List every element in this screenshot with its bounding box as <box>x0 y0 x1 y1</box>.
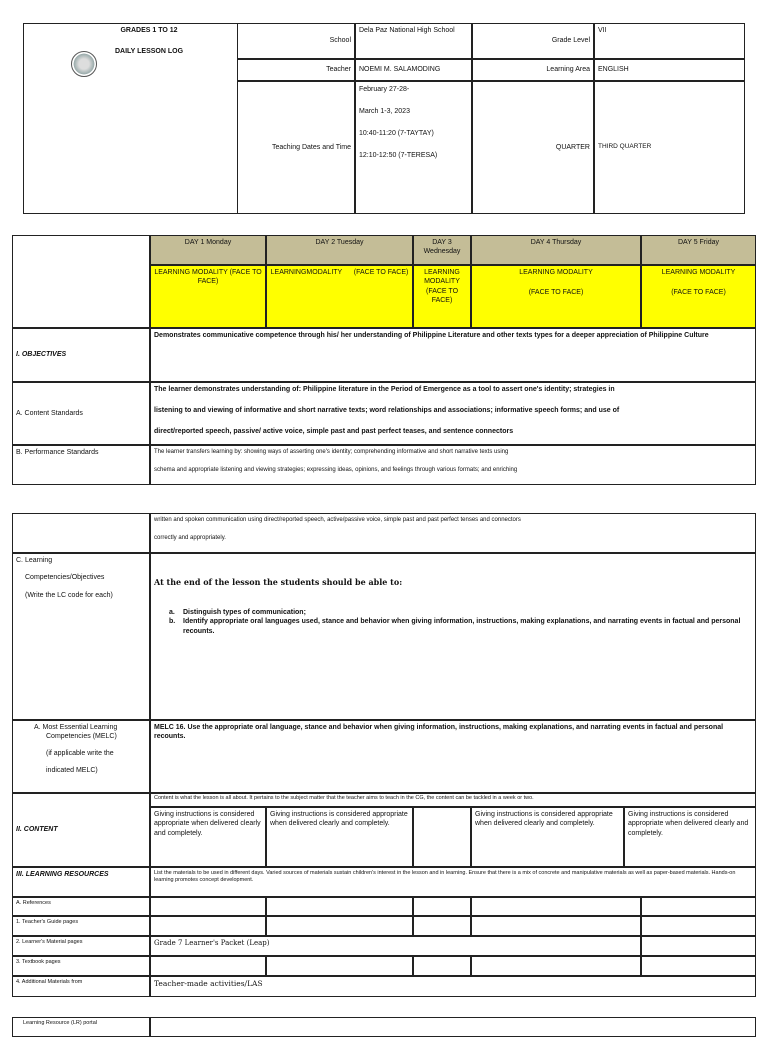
objectives-text: Demonstrates communicative competence through his/ her understanding of Philippine Literature and other texts types for a deeper appreciation of Philippine Culture <box>150 328 756 382</box>
day3-modality: LEARNING MODALITY (FACE TO FACE) <box>413 265 471 328</box>
grade-level-label: Grade Level <box>472 23 594 59</box>
dates-line1: February 27-28- <box>359 86 410 93</box>
content-day4: Giving instructions is considered appropriate when delivered clearly and completely. <box>471 807 624 867</box>
lc-intro: At the end of the lesson the students should be able to: <box>154 577 403 587</box>
lc-item-b-text: Identify appropriate oral languages used, stance and behavior when giving information, instructions, making explanations, and narrating events in factual and personal recounts. <box>183 618 741 635</box>
days-blank-cell <box>12 235 150 328</box>
teaching-dates-value <box>355 81 472 214</box>
learning-competencies-text <box>150 553 756 720</box>
dates-line2: March 1-3, 2023 <box>359 108 410 115</box>
textbook-day4 <box>471 956 641 976</box>
header-logo-cell <box>23 23 237 214</box>
day3-header: DAY 3 Wednesday <box>413 235 471 265</box>
melc-label-line1: A. Most Essential Learning <box>34 724 118 731</box>
textbook-label: 3. Textbook pages <box>12 956 150 976</box>
ps-continued-label <box>12 513 150 553</box>
day4-modality-line2: (FACE TO FACE) <box>528 289 584 296</box>
tg-pages-day3 <box>413 916 471 936</box>
dates-line3: 10:40-11:20 (7-TAYTAY) <box>359 130 434 137</box>
dates-line4: 12:10-12:50 (7-TERESA) <box>359 152 438 159</box>
day5-modality <box>641 265 756 328</box>
tg-pages-day1 <box>150 916 266 936</box>
lm-pages-label: 2. Learner's Material pages <box>12 936 150 956</box>
learning-area-value: ENGLISH <box>594 59 745 81</box>
tg-pages-day4 <box>471 916 641 936</box>
performance-standards-label: B. Performance Standards <box>12 445 150 485</box>
content-day2: Giving instructions is considered appropriate when delivered clearly and completely. <box>266 807 413 867</box>
resources-note: List the materials to be used in different days. Varied sources of materials sustain children's interest in the lesson and in learning. Ensure that there is a mix of concrete and manipulative materials as well as paper-based materials. Hands-on learning promotes concept development. <box>150 867 756 897</box>
lm-pages-day5 <box>641 936 756 956</box>
textbook-day5 <box>641 956 756 976</box>
content-day1: Giving instructions is considered appropriate when delivered clearly and completely. <box>150 807 266 867</box>
lm-pages-value: Grade 7 Learner's Packet (Leap) <box>150 936 641 956</box>
ps-continued-text <box>150 513 756 553</box>
grade-level-value: VII <box>594 23 745 59</box>
lc-label-line3: (Write the LC code for each) <box>25 592 113 599</box>
day5-modality-line2: (FACE TO FACE) <box>671 289 726 296</box>
tg-pages-label: 1. Teacher's Guide pages <box>12 916 150 936</box>
content-day3 <box>413 807 471 867</box>
textbook-day2 <box>266 956 413 976</box>
melc-label-line2: Competencies (MELC) <box>46 733 117 741</box>
performance-standards-line1: The learner transfers learning by: showing ways of asserting one's identity; comprehending informative and short narrative texts using <box>154 449 509 455</box>
references-day1 <box>150 897 266 916</box>
textbook-day1 <box>150 956 266 976</box>
references-day2 <box>266 897 413 916</box>
lr-portal-value <box>150 1017 756 1037</box>
textbook-day3 <box>413 956 471 976</box>
content-note: Content is what the lesson is all about. It pertains to the subject matter that the teacher aims to teach in the CG, the content can be tackled in a week or two. <box>150 793 756 807</box>
lc-label-line2: Competencies/Objectives <box>25 574 105 581</box>
learning-area-label: Learning Area <box>472 59 594 81</box>
melc-label-line3: (if applicable write the <box>46 750 114 758</box>
teacher-value: NOEMI M. SALAMODING <box>355 59 472 81</box>
quarter-value: THIRD QUARTER <box>594 81 745 214</box>
day1-modality: LEARNING MODALITY (FACE TO FACE) <box>150 265 266 328</box>
lc-item-a-marker: a. <box>169 608 175 616</box>
references-day5 <box>641 897 756 916</box>
learning-competencies-label <box>12 553 150 720</box>
melc-label <box>12 720 150 793</box>
resources-label: III. LEARNING RESOURCES <box>12 867 150 897</box>
header-title-line2: DAILY LESSON LOG <box>114 48 184 55</box>
lc-item-a <box>154 608 752 617</box>
performance-standards-text <box>150 445 756 485</box>
content-standards-label: A. Content Standards <box>12 382 150 445</box>
day1-header: DAY 1 Monday <box>150 235 266 265</box>
content-standards-line3: direct/reported speech, passive/ active voice, simple past and past perfect teases, and sentence connectors <box>154 428 514 435</box>
lc-item-b-marker: b. <box>169 618 176 626</box>
content-day5: Giving instructions is considered appropriate when delivered clearly and completely. <box>624 807 756 867</box>
school-value: Dela Paz National High School <box>355 23 472 59</box>
day5-header: DAY 5 Friday <box>641 235 756 265</box>
objectives-label: I. OBJECTIVES <box>12 328 150 382</box>
day2-header: DAY 2 Tuesday <box>266 235 413 265</box>
day4-modality-line1: LEARNING MODALITY <box>519 269 593 276</box>
performance-standards-line2: schema and appropriate listening and viewing strategies; expressing ideas, opinions, and feelings through various formats; and enriching <box>154 467 518 473</box>
references-day3 <box>413 897 471 916</box>
day4-header: DAY 4 Thursday <box>471 235 641 265</box>
performance-standards-line4: correctly and appropriately. <box>154 535 226 541</box>
melc-text: MELC 16. Use the appropriate oral language, stance and behavior when giving information, instructions, making explanations, and narrating events in factual and personal recounts. <box>150 720 756 793</box>
lc-item-b <box>154 617 752 636</box>
quarter-label: QUARTER <box>472 81 594 214</box>
additional-value: Teacher-made activities/LAS <box>150 976 756 997</box>
lr-portal-label: Learning Resource (LR) portal <box>12 1017 150 1037</box>
content-standards-line2: listening to and viewing of informative and short narrative texts; word relationships and associations; informative speech forms; and use of <box>154 407 620 414</box>
lc-label-line1: C. Learning <box>16 557 53 564</box>
lc-item-a-text: Distinguish types of communication; <box>183 608 306 616</box>
day5-modality-line1: LEARNING MODALITY <box>661 269 736 276</box>
content-label: II. CONTENT <box>12 793 150 867</box>
tg-pages-day5 <box>641 916 756 936</box>
performance-standards-line3: written and spoken communication using direct/reported speech, active/passive voice, simple past and past perfect tenses and connectors <box>154 517 521 523</box>
school-label: School <box>237 23 355 59</box>
content-standards-text <box>150 382 756 445</box>
tg-pages-day2 <box>266 916 413 936</box>
header-title-line1: GRADES 1 TO 12 <box>120 27 178 34</box>
melc-label-line4: indicated MELC) <box>46 767 98 775</box>
teaching-dates-label: Teaching Dates and Time <box>237 81 355 214</box>
additional-label: 4. Additional Materials from <box>12 976 150 997</box>
teacher-label: Teacher <box>237 59 355 81</box>
day2-modality: LEARNINGMODALITY (FACE TO FACE) <box>266 265 413 328</box>
references-label: A. References <box>12 897 150 916</box>
day4-modality <box>471 265 641 328</box>
references-day4 <box>471 897 641 916</box>
content-standards-line1: The learner demonstrates understanding of: Philippine literature in the Period of Emergence as a tool to assert one's identity; strategies in <box>154 386 615 393</box>
